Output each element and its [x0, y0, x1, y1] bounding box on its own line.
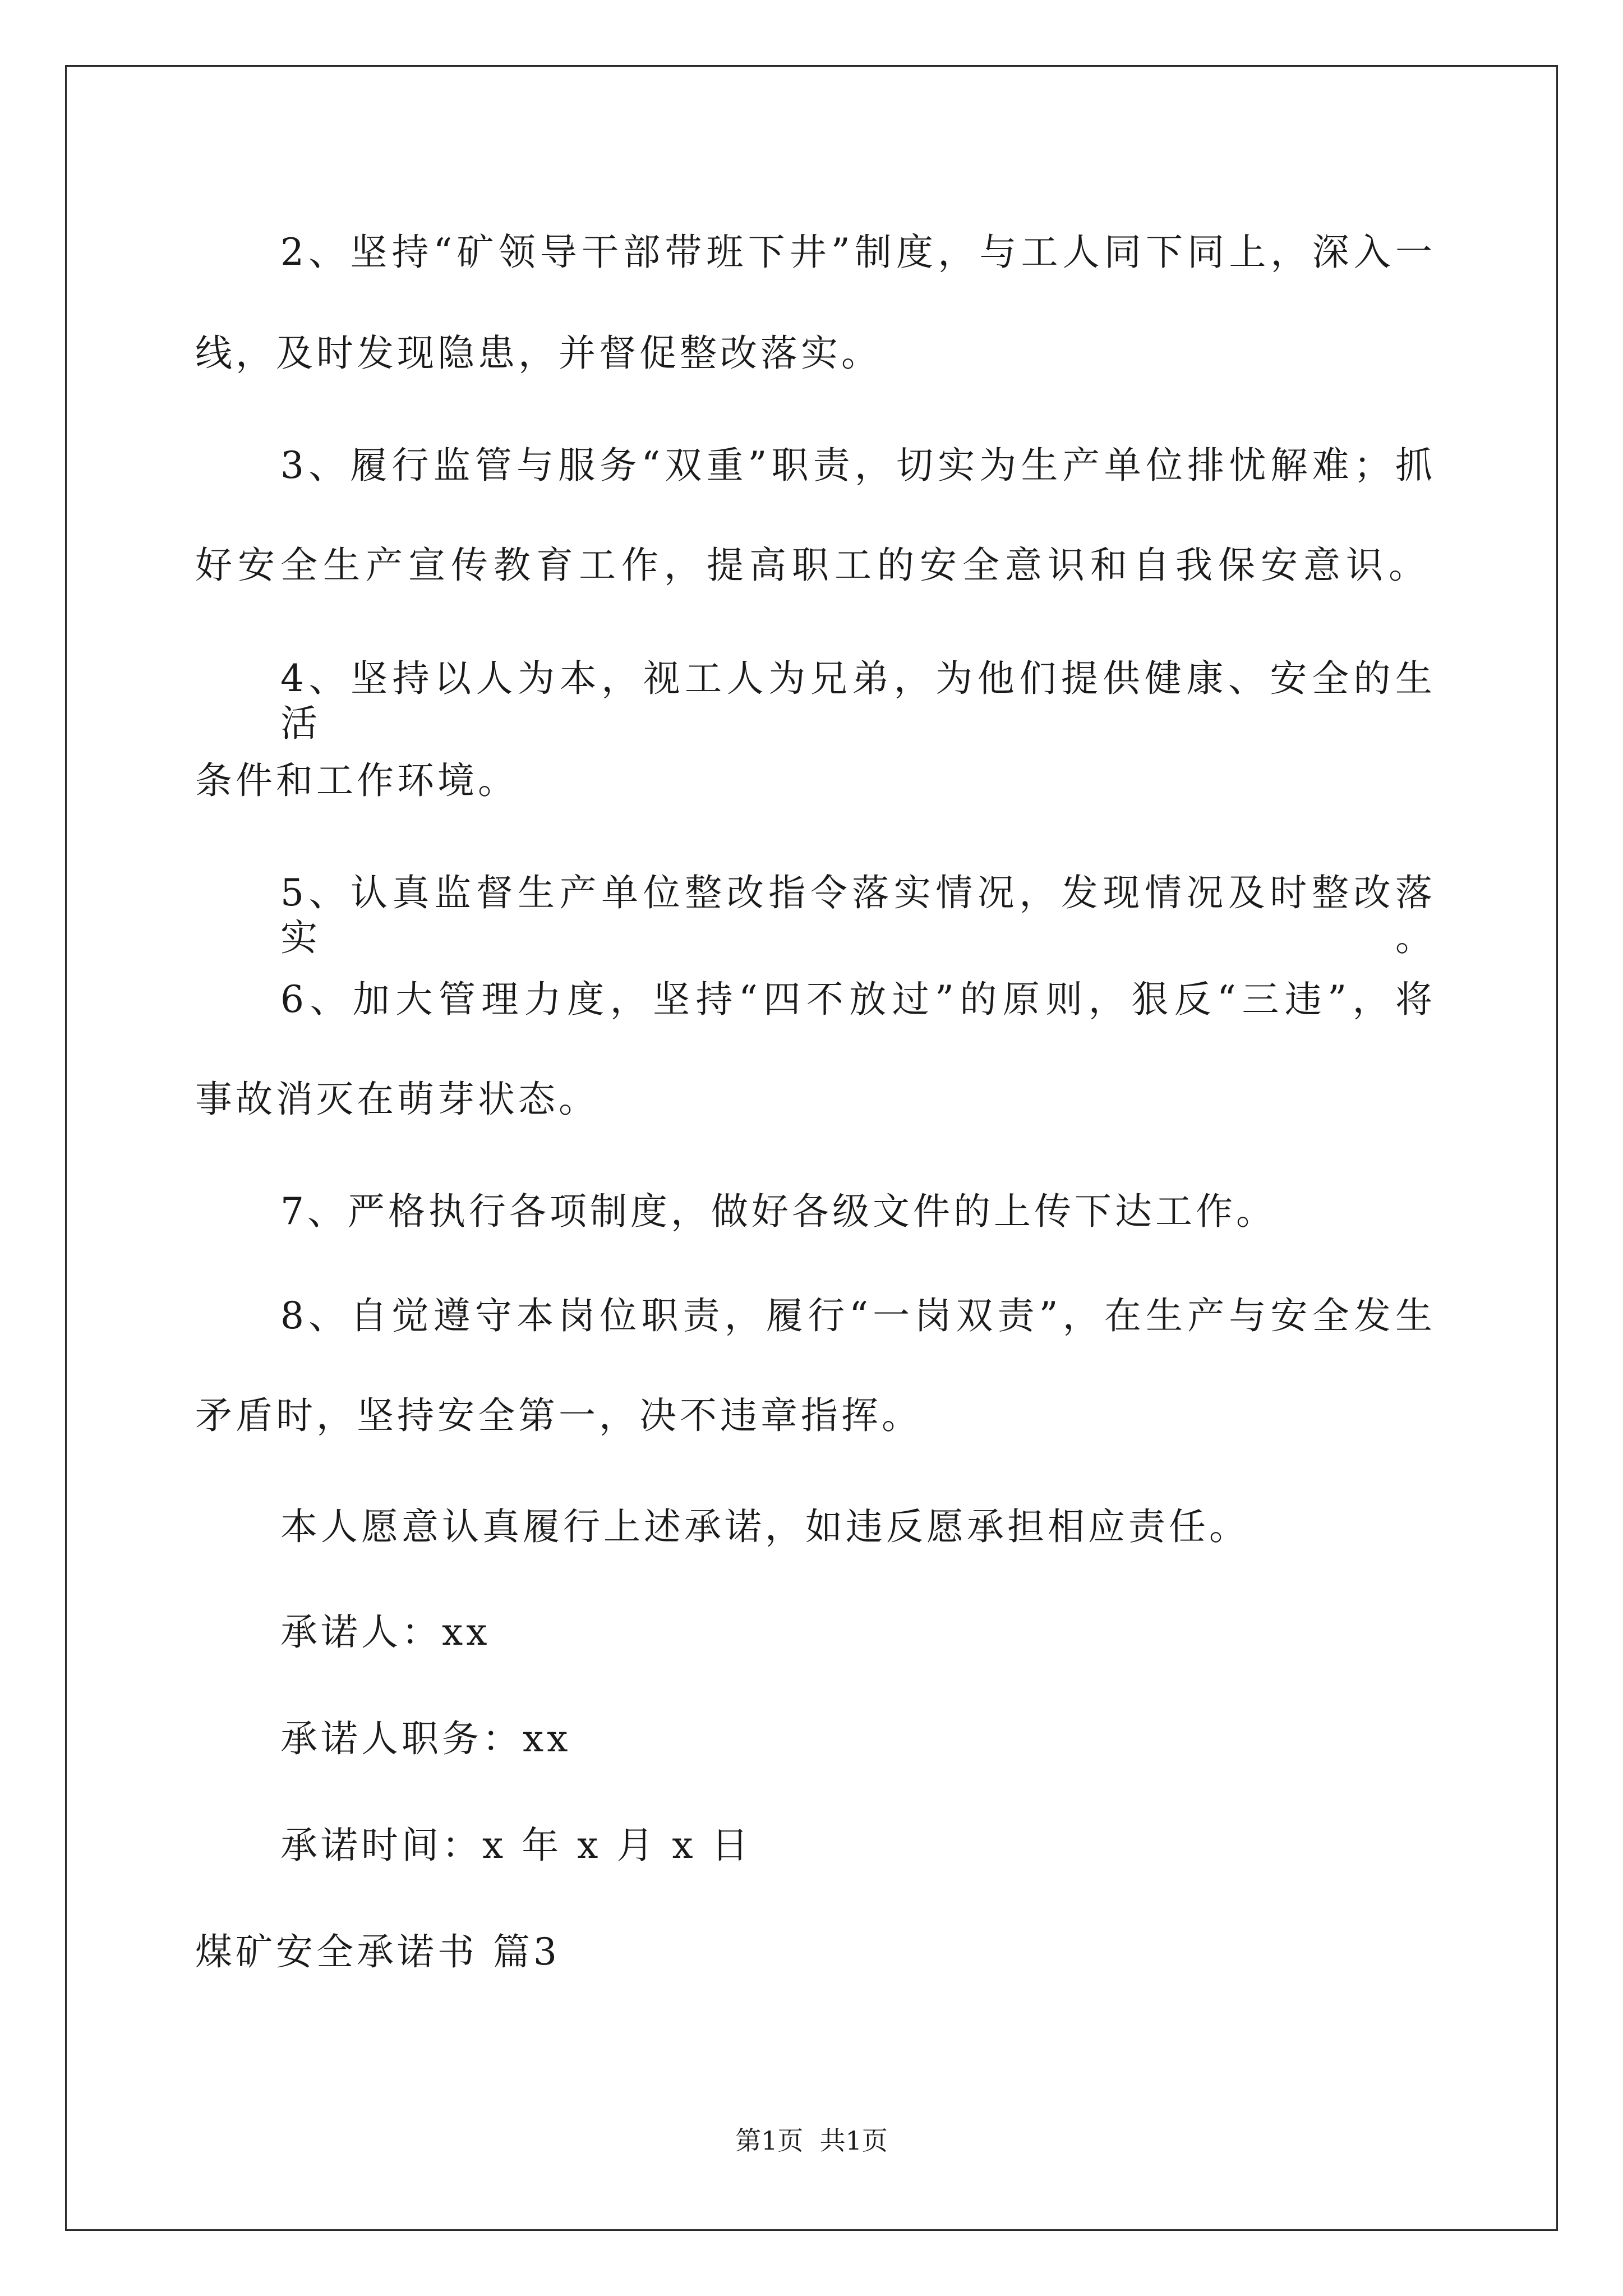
section-heading: 煤矿安全承诺书 篇3	[195, 1930, 560, 1973]
paragraph-7-line-1: 7、严格执行各项制度，做好各级文件的上传下达工作。	[280, 1190, 1276, 1233]
paragraph-8-line-1: 8、自觉遵守本岗位职责，履行“一岗双责”，在生产与安全发生	[280, 1294, 1436, 1337]
paragraph-3-line-2: 好安全生产宣传教育工作，提高职工的安全意识和自我保安意识。	[195, 544, 1429, 587]
paragraph-4-line-1: 4、坚持以人为本，视工人为兄弟，为他们提供健康、安全的生活	[280, 657, 1436, 745]
commitment-statement: 本人愿意认真履行上述承诺，如违反愿承担相应责任。	[280, 1505, 1249, 1548]
paragraph-6-line-1: 6、加大管理力度，坚持“四不放过”的原则，狠反“三违”，将	[280, 978, 1436, 1021]
paragraph-4-line-2: 条件和工作环境。	[195, 759, 518, 802]
paragraph-6-line-2: 事故消灭在萌芽状态。	[195, 1078, 599, 1121]
paragraph-3-line-1: 3、履行监管与服务“双重”职责，切实为生产单位排忧解难；抓	[280, 444, 1436, 487]
paragraph-5-line-1: 5、认真监督生产单位整改指令落实情况，发现情况及时整改落实。	[280, 871, 1436, 959]
paragraph-2-line-1: 2、坚持“矿领导干部带班下井”制度，与工人同下同上，深入一	[280, 231, 1436, 274]
page-border	[65, 65, 1558, 2231]
committer-position: 承诺人职务：xx	[280, 1717, 571, 1760]
page-footer: 第1页 共1页	[735, 2125, 888, 2156]
committer-name: 承诺人：xx	[280, 1611, 491, 1654]
commitment-date: 承诺时间：x 年 x 月 x 日	[280, 1824, 752, 1867]
paragraph-2-line-2: 线，及时发现隐患，并督促整改落实。	[195, 332, 882, 375]
paragraph-8-line-2: 矛盾时，坚持安全第一，决不违章指挥。	[195, 1394, 922, 1437]
